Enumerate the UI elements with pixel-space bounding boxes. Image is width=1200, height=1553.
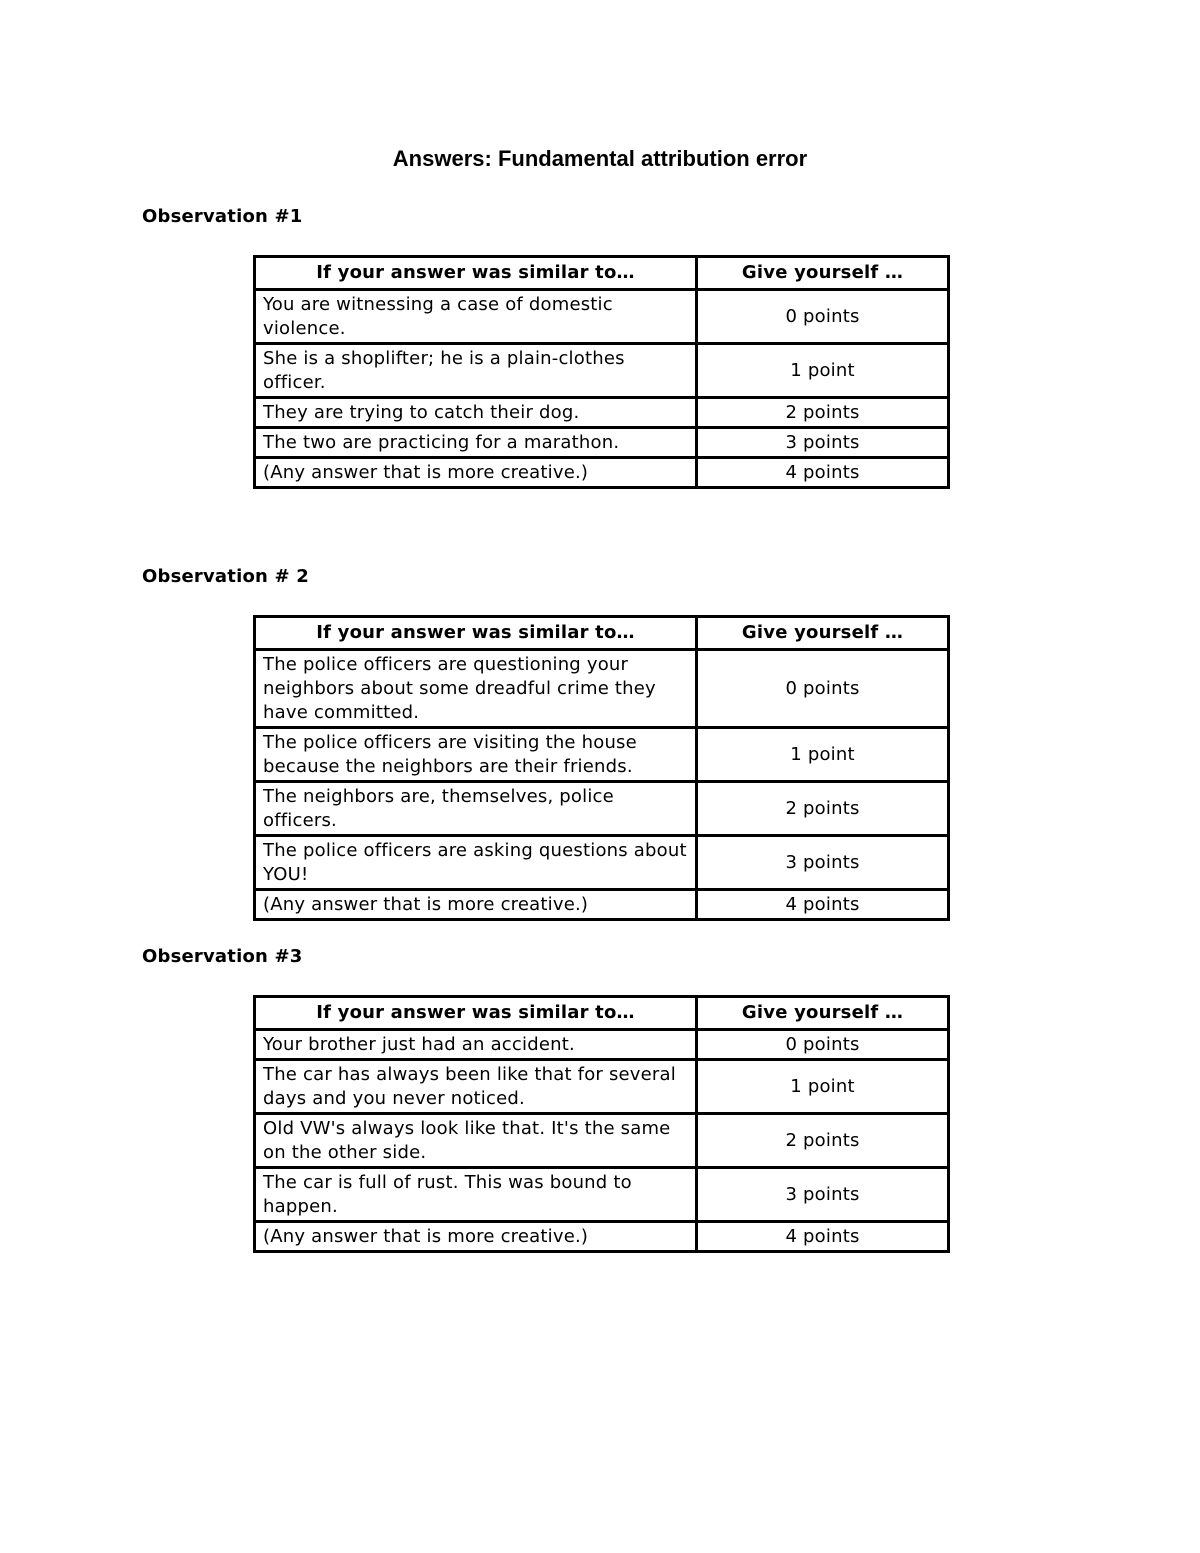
answer-cell: (Any answer that is more creative.) [255,1222,697,1252]
table-row [255,782,949,836]
table-row [255,1030,949,1060]
answer-cell: (Any answer that is more creative.) [255,890,697,920]
table-row [255,650,949,728]
answer-cell: The neighbors are, themselves, police officers. [255,782,697,836]
points-column-header: Give yourself … [697,997,949,1030]
answer-cell: The police officers are questioning your neighbors about some dreadful crime they have committed. [255,650,697,728]
answer-cell: The police officers are asking questions about YOU! [255,836,697,890]
answer-cell: The two are practicing for a marathon. [255,428,697,458]
answer-cell: Old VW's always look like that. It's the same on the other side. [255,1114,697,1168]
answer-column-header: If your answer was similar to… [255,997,697,1030]
answer-column-header: If your answer was similar to… [255,257,697,290]
table-row [255,890,949,920]
observation-2-table [253,615,950,921]
points-cell: 2 points [697,782,949,836]
table-row [255,398,949,428]
observation-2-heading: Observation # 2 [142,566,309,587]
answer-cell: The car has always been like that for several days and you never noticed. [255,1060,697,1114]
observation-1-table [253,255,950,489]
points-column-header: Give yourself … [697,617,949,650]
answer-column-header: If your answer was similar to… [255,617,697,650]
answer-cell: They are trying to catch their dog. [255,398,697,428]
points-column-header: Give yourself … [697,257,949,290]
page-title: Answers: Fundamental attribution error [392,146,808,171]
table-header-row [255,617,949,650]
points-cell: 3 points [697,428,949,458]
table-row [255,1168,949,1222]
table-row [255,458,949,488]
table-header-row [255,257,949,290]
table-row [255,836,949,890]
observation-3-heading: Observation #3 [142,946,303,967]
points-cell: 2 points [697,1114,949,1168]
points-cell: 1 point [697,728,949,782]
answer-cell: The car is full of rust. This was bound to happen. [255,1168,697,1222]
points-cell: 3 points [697,1168,949,1222]
table-row [255,1060,949,1114]
points-cell: 0 points [697,1030,949,1060]
points-cell: 0 points [697,650,949,728]
table-header-row [255,997,949,1030]
answer-cell: The police officers are visiting the house because the neighbors are their friends. [255,728,697,782]
answer-cell: (Any answer that is more creative.) [255,458,697,488]
table-row [255,428,949,458]
points-cell: 4 points [697,458,949,488]
observation-1-heading: Observation #1 [142,206,303,227]
answer-cell: She is a shoplifter; he is a plain-clothes officer. [255,344,697,398]
points-cell: 4 points [697,890,949,920]
points-cell: 3 points [697,836,949,890]
answer-cell: Your brother just had an accident. [255,1030,697,1060]
table-row [255,290,949,344]
points-cell: 1 point [697,1060,949,1114]
answer-cell: You are witnessing a case of domestic violence. [255,290,697,344]
points-cell: 1 point [697,344,949,398]
points-cell: 0 points [697,290,949,344]
table-row [255,1114,949,1168]
points-cell: 4 points [697,1222,949,1252]
table-row [255,728,949,782]
table-row [255,344,949,398]
observation-3-table [253,995,950,1253]
table-row [255,1222,949,1252]
points-cell: 2 points [697,398,949,428]
